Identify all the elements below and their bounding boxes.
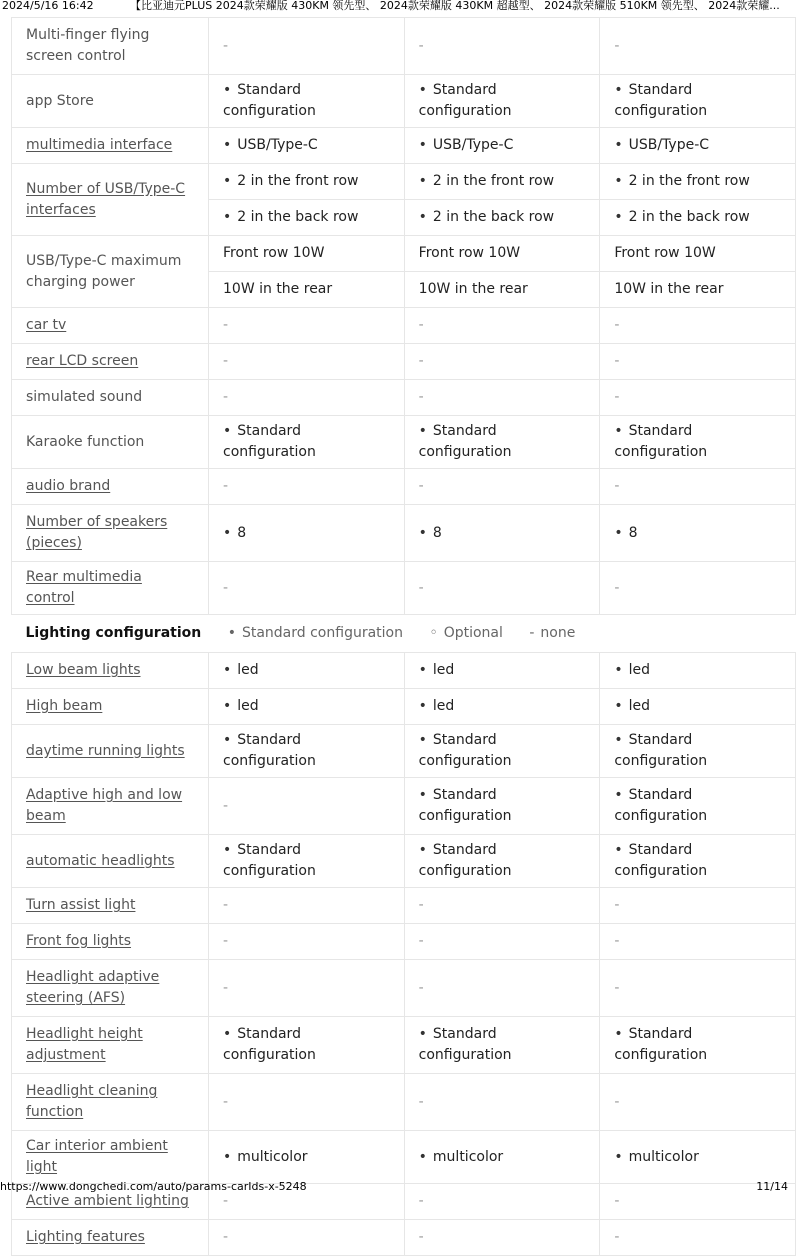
spec-label-link[interactable]: Front fog lights (26, 933, 132, 949)
spec-value-cell (600, 236, 796, 272)
spec-label-text: Multi-finger flying screen control (26, 27, 150, 64)
spec-value-cell (600, 888, 796, 924)
spec-value-cell (600, 75, 796, 128)
spec-label-link[interactable]: Number of speakers (pieces) (26, 514, 168, 551)
spec-value-text: 8 (432, 524, 442, 541)
spec-label-link[interactable]: Adaptive high and low beam (26, 787, 183, 824)
none-dash-icon: - (614, 478, 620, 494)
none-dash-icon: - (614, 1229, 620, 1245)
legend-none (529, 625, 575, 641)
spec-label-text: Karaoke function (26, 433, 145, 450)
none-dash-icon: - (418, 1193, 424, 1209)
spec-label-text: simulated sound (26, 389, 143, 405)
spec-label-link[interactable]: Low beam lights (26, 662, 141, 678)
spec-row (12, 1220, 796, 1256)
spec-value-cell (600, 725, 796, 778)
spec-label-cell (12, 562, 209, 615)
spec-value-cell (404, 888, 600, 924)
spec-value-text: multicolor (628, 1148, 699, 1165)
spec-value-text: led (237, 698, 259, 714)
spec-label-link[interactable]: Active ambient lighting (26, 1193, 189, 1209)
spec-value-cell (404, 380, 600, 416)
spec-label-link[interactable]: Turn assist light (26, 897, 136, 913)
spec-value-text: 2 in the front row (237, 173, 359, 189)
standard-dot-icon: • (418, 173, 427, 189)
standard-dot-icon: • (614, 423, 623, 439)
legend-dash-icon: - (529, 625, 535, 641)
spec-value-cell (600, 1131, 796, 1184)
spec-value-cell (600, 200, 796, 236)
spec-value-cell (404, 1131, 600, 1184)
none-dash-icon: - (223, 979, 229, 996)
none-dash-icon: - (223, 478, 229, 494)
spec-value-cell (209, 344, 405, 380)
spec-value-text: multicolor (432, 1148, 504, 1165)
spec-label-cell (12, 380, 209, 416)
spec-value-text: Front row 10W (223, 245, 325, 261)
standard-dot-icon: • (614, 173, 623, 189)
spec-value-cell (209, 200, 405, 236)
none-dash-icon: - (418, 389, 424, 405)
standard-dot-icon: • (418, 209, 427, 225)
spec-value-cell (404, 416, 600, 469)
spec-label-link[interactable]: Number of USB/Type-C interfaces (26, 180, 186, 218)
spec-value-text: 10W in the rear (418, 281, 528, 297)
none-dash-icon: - (223, 389, 229, 405)
spec-value-cell (404, 164, 600, 200)
none-dash-icon: - (223, 37, 229, 54)
spec-value-cell (600, 416, 796, 469)
none-dash-icon: - (614, 897, 620, 913)
none-dash-icon: - (223, 933, 229, 949)
standard-dot-icon: • (223, 209, 232, 225)
spec-value-cell (209, 888, 405, 924)
standard-dot-icon: • (418, 732, 427, 748)
spec-value-cell (600, 18, 796, 75)
spec-value-cell (600, 924, 796, 960)
standard-dot-icon: • (418, 1026, 427, 1042)
spec-value-cell (404, 505, 600, 562)
none-dash-icon: - (614, 979, 620, 996)
spec-value-text: Standard configuration (418, 842, 512, 879)
spec-value-cell (209, 1131, 405, 1184)
spec-row (12, 562, 796, 615)
spec-value-text: led (628, 698, 650, 714)
spec-label-cell (12, 505, 209, 562)
spec-value-cell (404, 1220, 600, 1256)
spec-value-text: 10W in the rear (223, 281, 333, 297)
none-dash-icon: - (223, 897, 229, 913)
legend-standard (228, 625, 403, 641)
spec-label-cell (12, 75, 209, 128)
standard-dot-icon: • (614, 662, 623, 678)
standard-dot-icon: • (418, 787, 427, 803)
none-dash-icon: - (614, 389, 620, 405)
spec-label-link[interactable]: Headlight cleaning function (26, 1083, 158, 1120)
spec-value-cell (600, 505, 796, 562)
spec-value-cell (600, 960, 796, 1017)
spec-row (12, 164, 796, 200)
spec-row (12, 18, 796, 75)
lighting-section-header (12, 615, 796, 653)
spec-value-text: led (432, 698, 455, 714)
spec-value-text: Standard configuration (614, 1026, 708, 1063)
spec-value-cell (600, 380, 796, 416)
spec-value-cell (209, 469, 405, 505)
none-dash-icon: - (418, 1229, 424, 1245)
spec-row (12, 1074, 796, 1131)
standard-dot-icon: • (223, 698, 232, 714)
spec-value-text: Front row 10W (614, 245, 716, 261)
spec-value-cell (209, 960, 405, 1017)
none-dash-icon: - (418, 897, 424, 913)
spec-label-cell (12, 835, 209, 888)
section-title: Lighting configuration (25, 625, 202, 641)
spec-value-text: Standard configuration (223, 842, 316, 879)
spec-value-cell (404, 236, 600, 272)
standard-dot-icon: • (418, 137, 427, 153)
spec-label-cell (12, 1220, 209, 1256)
spec-value-cell (209, 835, 405, 888)
spec-value-cell (404, 344, 600, 380)
spec-value-text: Standard configuration (614, 423, 708, 460)
none-dash-icon: - (614, 353, 620, 369)
spec-row (12, 128, 796, 164)
spec-value-cell (209, 128, 405, 164)
spec-label-cell (12, 689, 209, 725)
spec-value-cell (404, 960, 600, 1017)
standard-dot-icon: • (614, 137, 623, 153)
standard-dot-icon: • (223, 137, 232, 153)
standard-dot-icon: • (223, 732, 232, 748)
standard-dot-icon: • (223, 173, 232, 189)
spec-value-cell (404, 75, 600, 128)
spec-value-cell (600, 344, 796, 380)
print-url: https://www.dongchedi.com/auto/params-carIds-x-5248 (0, 1180, 307, 1193)
spec-label-cell (12, 1017, 209, 1074)
spec-value-cell (209, 1074, 405, 1131)
spec-value-cell (600, 835, 796, 888)
spec-value-cell (209, 689, 405, 725)
section-header-cell (12, 615, 796, 653)
none-dash-icon: - (418, 579, 424, 596)
spec-label-cell (12, 1131, 209, 1184)
spec-table (11, 17, 796, 1256)
standard-dot-icon: • (614, 698, 623, 714)
spec-label-text: USB/Type-C maximum charging power (26, 252, 182, 290)
spec-row (12, 380, 796, 416)
spec-value-cell (600, 164, 796, 200)
spec-value-text: Standard configuration (223, 423, 316, 460)
standard-dot-icon: • (614, 524, 623, 541)
none-dash-icon: - (418, 317, 424, 333)
spec-value-cell (404, 128, 600, 164)
standard-dot-icon: • (418, 1148, 427, 1165)
none-dash-icon: - (223, 797, 229, 814)
spec-label-cell (12, 1074, 209, 1131)
spec-label-link[interactable]: multimedia interface (26, 137, 173, 153)
spec-row (12, 236, 796, 272)
spec-label-link[interactable]: audio brand (26, 478, 111, 494)
spec-value-cell (209, 18, 405, 75)
spec-value-text: 2 in the back row (628, 209, 750, 225)
none-dash-icon: - (418, 933, 424, 949)
spec-row (12, 689, 796, 725)
spec-value-cell (209, 164, 405, 200)
spec-value-text: Standard configuration (418, 423, 512, 460)
spec-label-cell (12, 344, 209, 380)
spec-row (12, 924, 796, 960)
spec-value-cell (404, 1074, 600, 1131)
spec-label-link[interactable]: rear LCD screen (26, 353, 139, 369)
spec-value-text: Front row 10W (418, 245, 521, 261)
spec-label-link[interactable]: car tv (26, 317, 67, 333)
spec-value-cell (404, 689, 600, 725)
spec-label-link[interactable]: High beam (26, 698, 103, 714)
spec-content (11, 17, 796, 1256)
spec-value-cell (404, 200, 600, 236)
spec-row (12, 505, 796, 562)
lighting-rows (12, 653, 796, 1256)
legend-none-label: none (540, 625, 576, 641)
spec-row (12, 416, 796, 469)
none-dash-icon: - (223, 579, 229, 596)
spec-row (12, 308, 796, 344)
standard-dot-icon: • (418, 524, 427, 541)
legend-standard-label: Standard configuration (241, 625, 403, 641)
spec-row (12, 1017, 796, 1074)
spec-value-cell (209, 778, 405, 835)
none-dash-icon: - (614, 1193, 620, 1209)
standard-dot-icon: • (418, 423, 427, 439)
spec-value-cell (600, 1074, 796, 1131)
section-header-row (12, 615, 796, 653)
none-dash-icon: - (614, 317, 620, 333)
none-dash-icon: - (418, 37, 424, 54)
spec-value-cell (209, 236, 405, 272)
spec-label-link[interactable]: Rear multimedia control (26, 569, 142, 606)
spec-value-text: 8 (237, 524, 247, 541)
standard-dot-icon: • (223, 842, 232, 858)
spec-value-cell (600, 1017, 796, 1074)
print-date: 2024/5/16 16:42 (2, 0, 94, 12)
spec-value-cell (404, 469, 600, 505)
spec-value-cell (600, 653, 796, 689)
none-dash-icon: - (614, 1093, 620, 1110)
spec-value-cell (600, 308, 796, 344)
none-dash-icon: - (223, 1229, 229, 1245)
spec-row (12, 725, 796, 778)
standard-dot-icon: • (223, 662, 232, 678)
spec-value-text: USB/Type-C (432, 137, 514, 153)
standard-dot-icon: • (223, 1026, 232, 1042)
standard-dot-icon: • (614, 732, 623, 748)
spec-value-text: 8 (628, 524, 638, 541)
spec-value-cell (209, 380, 405, 416)
legend-dot-icon: • (227, 625, 236, 641)
spec-row (12, 469, 796, 505)
spec-value-cell (404, 272, 600, 308)
standard-dot-icon: • (614, 842, 623, 858)
spec-value-cell (404, 725, 600, 778)
spec-label-cell (12, 888, 209, 924)
spec-value-text: Standard configuration (223, 1026, 316, 1063)
spec-value-text: Standard configuration (418, 1026, 512, 1063)
spec-label-link[interactable]: automatic headlights (26, 852, 175, 869)
spec-row (12, 960, 796, 1017)
standard-dot-icon: • (614, 1026, 623, 1042)
spec-value-cell (600, 128, 796, 164)
standard-dot-icon: • (223, 1148, 232, 1165)
spec-value-text: Standard configuration (418, 732, 512, 769)
spec-value-cell (209, 416, 405, 469)
spec-value-text: 2 in the front row (432, 173, 555, 189)
print-footer (0, 1180, 800, 1194)
spec-label-cell (12, 469, 209, 505)
spec-label-cell (12, 308, 209, 344)
standard-dot-icon: • (614, 209, 623, 225)
none-dash-icon: - (418, 1093, 424, 1110)
standard-dot-icon: • (418, 698, 427, 714)
spec-row (12, 835, 796, 888)
spec-row (12, 344, 796, 380)
spec-value-text: Standard configuration (614, 732, 708, 769)
spec-value-text: USB/Type-C (628, 137, 710, 153)
none-dash-icon: - (223, 353, 229, 369)
spec-value-cell (404, 653, 600, 689)
standard-dot-icon: • (223, 423, 232, 439)
spec-label-cell (12, 924, 209, 960)
none-dash-icon: - (223, 317, 229, 333)
spec-label-cell (12, 236, 209, 308)
spec-value-cell (209, 924, 405, 960)
spec-value-cell (209, 1220, 405, 1256)
spec-label-cell (12, 725, 209, 778)
spec-label-cell (12, 778, 209, 835)
spec-label-cell (12, 653, 209, 689)
spec-value-text: USB/Type-C (237, 137, 318, 153)
standard-dot-icon: • (418, 662, 427, 678)
spec-value-cell (404, 562, 600, 615)
spec-label-cell (12, 164, 209, 236)
multimedia-rows (12, 18, 796, 615)
standard-dot-icon: • (614, 1148, 623, 1165)
spec-label-link[interactable]: daytime running lights (26, 742, 185, 759)
spec-row (12, 75, 796, 128)
none-dash-icon: - (614, 579, 620, 596)
spec-value-text: multicolor (237, 1148, 308, 1165)
spec-label-link[interactable]: Headlight height adjustment (26, 1026, 143, 1063)
none-dash-icon: - (614, 37, 620, 54)
spec-value-text: led (628, 662, 650, 678)
none-dash-icon: - (223, 1093, 229, 1110)
spec-value-text: Standard configuration (418, 82, 512, 119)
spec-value-cell (209, 308, 405, 344)
spec-value-text: Standard configuration (614, 787, 708, 824)
standard-dot-icon: • (223, 524, 232, 541)
none-dash-icon: - (418, 979, 424, 996)
legend-optional-label: Optional (443, 625, 503, 641)
spec-value-text: Standard configuration (223, 732, 316, 769)
spec-value-cell (209, 562, 405, 615)
spec-row (12, 778, 796, 835)
spec-value-text: led (237, 662, 259, 678)
spec-value-cell (600, 689, 796, 725)
spec-value-cell (209, 653, 405, 689)
spec-value-text: Standard configuration (223, 82, 316, 119)
standard-dot-icon: • (418, 842, 427, 858)
spec-value-text: 10W in the rear (614, 281, 724, 297)
spec-row (12, 888, 796, 924)
spec-value-cell (209, 75, 405, 128)
legend-optional (429, 625, 502, 641)
spec-value-text: Standard configuration (614, 82, 708, 119)
standard-dot-icon: • (223, 82, 232, 98)
spec-value-cell (600, 778, 796, 835)
none-dash-icon: - (223, 1193, 229, 1209)
spec-value-cell (600, 562, 796, 615)
spec-value-cell (209, 1017, 405, 1074)
spec-value-cell (404, 18, 600, 75)
spec-value-text: 2 in the back row (432, 209, 555, 225)
spec-value-text: Standard configuration (418, 787, 512, 824)
spec-label-cell (12, 960, 209, 1017)
spec-value-text: 2 in the front row (628, 173, 750, 189)
spec-value-text: Standard configuration (614, 842, 708, 879)
print-title: 【比亚迪元PLUS 2024款荣耀版 430KM 领先型、 2024款荣耀版 430KM 超越型、 2024款荣耀版 510KM 领先型、 2024款荣耀... (130, 0, 780, 12)
page-number: 11/14 (756, 1180, 788, 1193)
spec-value-cell (209, 505, 405, 562)
spec-value-cell (404, 308, 600, 344)
spec-value-cell (404, 835, 600, 888)
spec-value-cell (404, 778, 600, 835)
spec-value-cell (209, 725, 405, 778)
spec-label-link[interactable]: Headlight adaptive steering (AFS) (26, 969, 160, 1006)
spec-label-text: app Store (26, 92, 94, 109)
print-header (0, 0, 800, 14)
spec-label-cell (12, 416, 209, 469)
spec-label-link[interactable]: Lighting features (26, 1229, 145, 1245)
standard-dot-icon: • (614, 787, 623, 803)
spec-label-cell (12, 18, 209, 75)
none-dash-icon: - (418, 353, 424, 369)
spec-value-cell (600, 272, 796, 308)
spec-row (12, 653, 796, 689)
spec-value-text: led (432, 662, 455, 678)
spec-value-cell (404, 924, 600, 960)
standard-dot-icon: • (614, 82, 623, 98)
spec-row (12, 1131, 796, 1184)
legend-hollow-dot-icon: ◦ (429, 625, 438, 641)
spec-value-cell (404, 1017, 600, 1074)
spec-value-cell (209, 272, 405, 308)
spec-value-text: 2 in the back row (237, 209, 359, 225)
spec-label-link[interactable]: Car interior ambient light (26, 1138, 168, 1175)
spec-value-cell (600, 469, 796, 505)
standard-dot-icon: • (418, 82, 427, 98)
none-dash-icon: - (614, 933, 620, 949)
spec-label-cell (12, 128, 209, 164)
spec-value-cell (600, 1220, 796, 1256)
none-dash-icon: - (418, 478, 424, 494)
